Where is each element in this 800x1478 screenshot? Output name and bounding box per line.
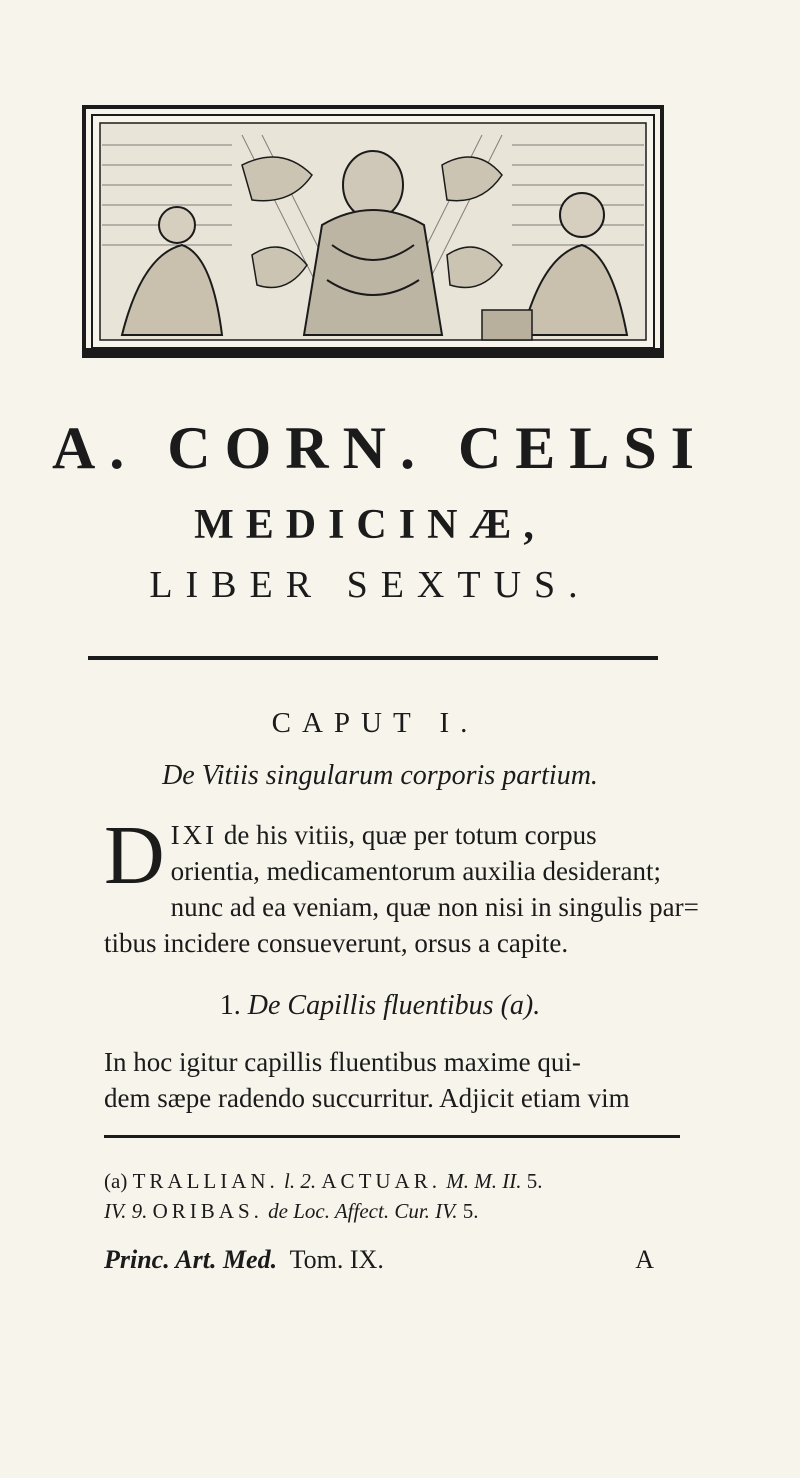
paragraph-line-text: de his vitiis, quæ per totum corpus xyxy=(223,820,597,850)
paragraph-line xyxy=(104,817,676,853)
footnote-ref: de Loc. Affect. Cur. xyxy=(268,1199,430,1223)
book-title-author: A. CORN. CELSI xyxy=(51,415,709,481)
paragraph-line: tibus incidere consueverunt, orsus a capite. xyxy=(104,928,569,958)
drop-cap-letter: D xyxy=(104,809,165,902)
paragraph-line: dem sæpe radendo succurritur. Adjicit etiam vim xyxy=(104,1083,630,1113)
chapter-title: De Vitiis singularum corporis partium. xyxy=(162,760,598,791)
first-word-small-caps: IXI xyxy=(170,820,218,850)
footnote-ref: 5. xyxy=(462,1199,479,1223)
chapter-heading: CAPUT I. xyxy=(271,707,479,739)
signature-volume: Tom. IX. xyxy=(289,1245,384,1274)
footnote-ref: 9. xyxy=(131,1199,148,1223)
footnote-ref: IV. xyxy=(104,1199,127,1223)
footnote-author: TRALLIAN. xyxy=(132,1169,279,1193)
footnote-ref: M. M. II. xyxy=(446,1169,522,1193)
footnote-divider-rule xyxy=(104,1135,680,1138)
footnote-ref: l. 2. xyxy=(284,1169,317,1193)
book-title-volume: LIBER SEXTUS. xyxy=(149,564,591,606)
paragraph-line: nunc ad ea veniam, quæ non nisi in singulis par= xyxy=(170,892,699,922)
footnote-line xyxy=(104,1196,664,1226)
footnote-ref: IV. xyxy=(435,1199,458,1223)
footnote-marker: (a) xyxy=(104,1169,128,1193)
paragraph-line: In hoc igitur capillis fluentibus maxime qui- xyxy=(104,1047,581,1077)
section-paragraph xyxy=(104,1044,676,1116)
book-title-subject: MEDICINÆ, xyxy=(194,502,546,548)
opening-paragraph xyxy=(104,809,699,961)
signature-title: Princ. Art. Med. xyxy=(104,1245,278,1274)
signature-mark: A xyxy=(635,1245,654,1274)
footnote-ref: 5. xyxy=(526,1169,543,1193)
footnote xyxy=(104,1166,664,1226)
footnote-line xyxy=(104,1166,664,1196)
section-heading xyxy=(0,990,800,1022)
title-divider-rule xyxy=(88,656,658,660)
printer-signature-line xyxy=(104,1245,664,1275)
footnote-reference: (a). xyxy=(500,990,541,1021)
section-title: De Capillis fluentibus xyxy=(247,990,494,1021)
engraved-headpiece-illustration xyxy=(82,105,664,358)
paragraph-line: orientia, medicamentorum auxilia desiderant; xyxy=(170,856,661,886)
footnote-author: ACTUAR. xyxy=(321,1169,441,1193)
footnote-author: ORIBAS. xyxy=(152,1199,263,1223)
section-number: 1. xyxy=(219,990,241,1021)
